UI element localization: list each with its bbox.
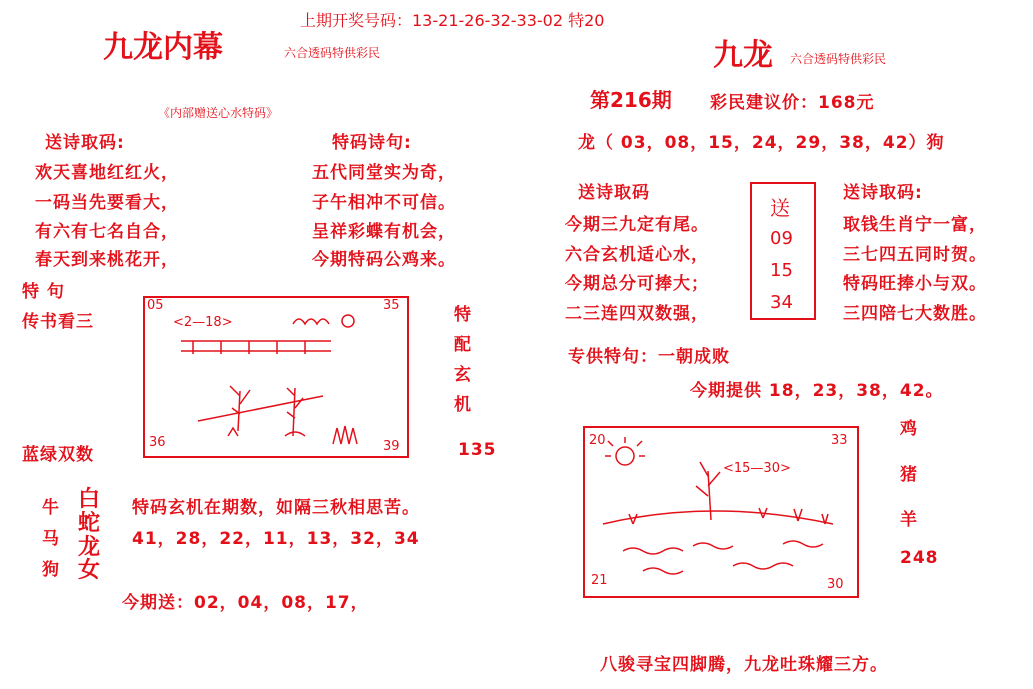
right-picture-corner-bl: 21 [591, 573, 608, 588]
left-poem-b-line: 五代同堂实为奇， [312, 163, 456, 183]
right-poem-a-heading: 送诗取码 [578, 183, 650, 203]
right-footer: 八骏寻宝四脚腾，九龙吐珠耀三方。 [600, 655, 888, 675]
left-side-vertical: 特配玄机 [454, 305, 472, 415]
right-title: 九龙 [713, 38, 773, 73]
right-zodiac: 鸡 [900, 419, 918, 439]
left-zodiac-small: 牛 [42, 498, 60, 518]
last-draw-numbers: 上期开奖号码：13-21-26-32-33-02 特20 [300, 11, 605, 30]
left-poem-a-line: 春天到来桃花开， [35, 250, 179, 270]
left-poem-a-line: 欢天喜地红红火， [35, 163, 179, 183]
left-poem-a-line: 有六有七名自合， [35, 222, 179, 242]
left-today-send: 今期送：02，04，08，17， [122, 593, 369, 613]
right-poem-b-line: 三七四五同时贺。 [843, 245, 987, 265]
right-send-number: 15 [770, 260, 793, 281]
left-picture-corner-br: 39 [383, 439, 400, 454]
right-side-number: 248 [900, 548, 939, 568]
left-side-number: 135 [458, 440, 497, 460]
right-issue: 第216期 [590, 88, 672, 112]
left-picture-drawing [143, 296, 409, 458]
left-zodiac-big: 白 [78, 487, 101, 512]
left-picture-corner-tr: 35 [383, 298, 400, 313]
left-poem-a-heading: 送诗取码: [45, 133, 125, 153]
left-inner-note: 《内部赠送心水特码》 [158, 106, 279, 120]
left-zodiac-big: 女 [78, 558, 101, 583]
left-poem-b-heading: 特码诗句: [332, 133, 412, 153]
right-send-number: 09 [770, 228, 793, 249]
right-title-sub: 六合透码特供彩民 [790, 52, 887, 66]
right-price: 彩民建议价：168元 [710, 93, 875, 113]
right-poem-b-line: 取钱生肖宁一富， [843, 215, 987, 235]
left-picture-corner-bl: 36 [149, 435, 166, 450]
left-poem-b-line: 子午相冲不可信。 [312, 193, 456, 213]
left-picture-range: <2—18> [173, 315, 233, 330]
right-picture-corner-tr: 33 [831, 433, 848, 448]
left-color-hint: 蓝绿双数 [22, 445, 94, 465]
right-picture-corner-tl: 20 [589, 433, 606, 448]
right-poem-b-line: 三四陪七大数胜。 [843, 304, 987, 324]
right-poem-a-line: 今期总分可捧大； [565, 274, 709, 294]
right-picture-drawing [583, 426, 859, 598]
left-zodiac-big: 龙 [78, 535, 101, 560]
left-special-phrase: 传书看三 [22, 312, 94, 332]
right-poem-a-line: 今期三九定有尾。 [565, 215, 709, 235]
right-send-label: 送 [770, 196, 790, 220]
right-special-phrase: 专供特句：一朝成败 [568, 347, 730, 367]
right-today-provide: 今期提供 18，23，38，42。 [690, 381, 944, 401]
left-special-phrase-label: 特 句 [22, 282, 65, 302]
left-numbers: 41，28，22，11，13，32，34 [132, 529, 420, 549]
left-title-sub: 六合透码特供彩民 [284, 46, 381, 60]
right-picture-range: <15—30> [723, 461, 791, 476]
right-poem-b-heading: 送诗取码: [843, 183, 923, 203]
right-poem-a-line: 六合玄机适心水， [565, 245, 709, 265]
left-riddle: 特码玄机在期数，如隔三秋相思苦。 [132, 498, 420, 518]
left-poem-b-line: 呈祥彩蝶有机会， [312, 222, 456, 242]
right-send-number: 34 [770, 292, 793, 313]
left-title: 九龙内幕 [103, 30, 223, 65]
right-poem-a-line: 二三连四双数强， [565, 304, 709, 324]
left-zodiac-small: 狗 [42, 560, 60, 580]
right-zodiac: 羊 [900, 510, 918, 530]
left-zodiac-small: 马 [42, 529, 60, 549]
left-picture-corner-tl: 05 [147, 298, 164, 313]
right-dragon-row: 龙（ 03，08，15，24，29，38，42）狗 [578, 133, 945, 153]
left-poem-b-line: 今期特码公鸡来。 [312, 250, 456, 270]
left-poem-a-line: 一码当先要看大， [35, 193, 179, 213]
right-picture-corner-br: 30 [827, 577, 844, 592]
left-zodiac-big: 蛇 [78, 511, 101, 536]
right-zodiac: 猪 [900, 465, 918, 485]
right-poem-b-line: 特码旺捧小与双。 [843, 274, 987, 294]
